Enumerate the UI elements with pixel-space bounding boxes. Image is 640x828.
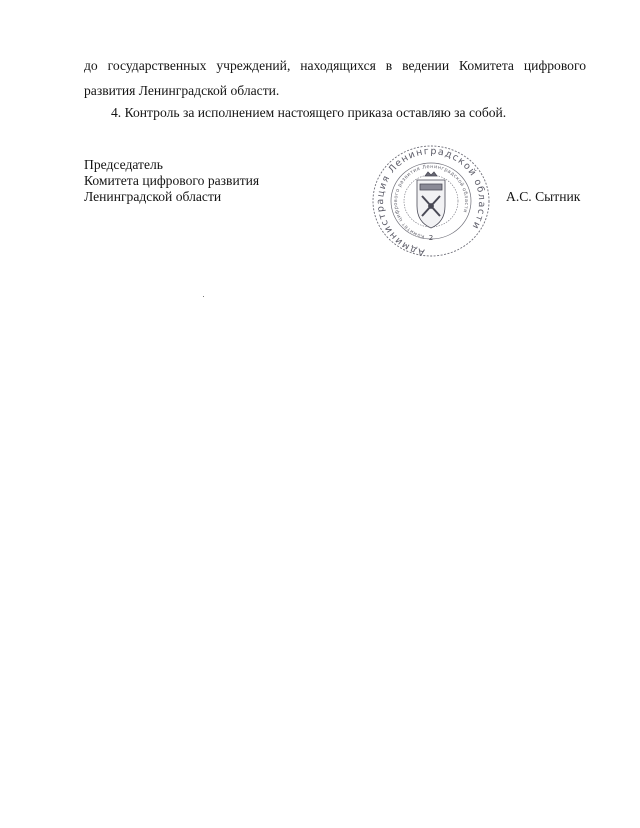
signer-title-line-1: Председатель bbox=[84, 157, 163, 172]
coat-of-arms-icon bbox=[417, 172, 445, 228]
signer-name: А.С. Сытник bbox=[506, 189, 581, 204]
seal-number: 2 bbox=[428, 234, 434, 242]
official-seal-stamp bbox=[362, 140, 500, 260]
paragraph-4: 4. Контроль за исполнением настоящего приказа оставляю за собой. bbox=[111, 105, 507, 120]
signer-title-line-2: Комитета цифрового развития bbox=[84, 173, 260, 188]
seal-inner-text: Комитет цифрового развития Ленинградской области bbox=[393, 163, 470, 240]
seal-outer-text: Администрация Ленинградской области bbox=[374, 145, 488, 258]
paragraph-line-2: развития Ленинградской области. bbox=[84, 83, 280, 98]
signer-title-line-3: Ленинградской области bbox=[84, 189, 222, 204]
signer-title-block bbox=[84, 157, 259, 205]
paragraph-continuation bbox=[84, 53, 586, 103]
scan-speck bbox=[203, 296, 204, 297]
paragraph-line-1: до государственных учреждений, находящихся в ведении Комитета цифрового bbox=[84, 58, 586, 73]
